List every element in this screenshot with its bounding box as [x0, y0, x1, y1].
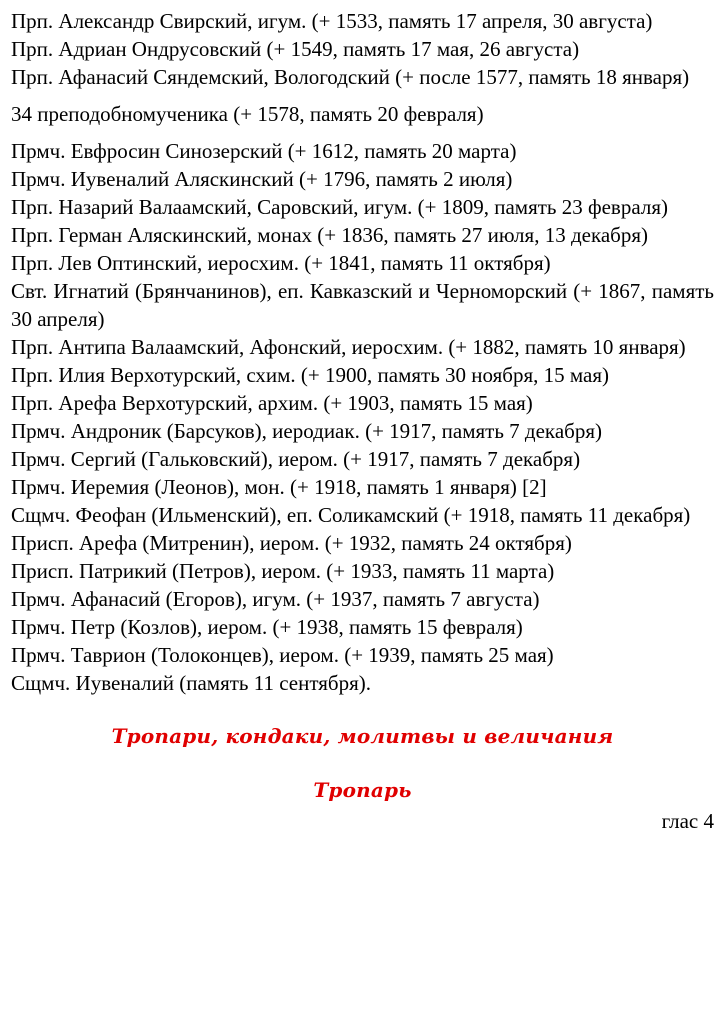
saint-entry: Прп. Антипа Валаамский, Афонский, иеросхим. (+ 1882, память 10 января) — [11, 335, 686, 359]
saint-entry: Прп. Герман Аляскинский, монах (+ 1836, память 27 июля, 13 декабря) — [11, 223, 648, 247]
saint-entry: Прмч. Иувеналий Аляскинский (+ 1796, память 2 июля) — [11, 167, 513, 191]
section-heading: Тропари, кондаки, молитвы и величания — [111, 724, 614, 748]
saint-entry: Прп. Лев Оптинский, иеросхим. (+ 1841, память 11 октября) — [11, 251, 551, 275]
saint-entry: Прмч. Петр (Козлов), иером. (+ 1938, память 15 февраля) — [11, 615, 523, 639]
saint-entry: Прп. Назарий Валаамский, Саровский, игум. (+ 1809, память 23 февраля) — [11, 195, 668, 219]
saint-entry: Прмч. Андроник (Барсуков), иеродиак. (+ 1917, память 7 декабря) — [11, 419, 602, 443]
document-page — [11, 7, 714, 835]
saint-entry: Прп. Адриан Ондрусовский (+ 1549, память 17 мая, 26 августа) — [11, 37, 580, 61]
saint-entry: Свт. Игнатий (Брянчанинов), еп. Кавказский и Черноморский (+ 1867, память 30 апреля) — [11, 279, 714, 331]
saint-entry: Присп. Патрикий (Петров), иером. (+ 1933, память 11 марта) — [11, 559, 555, 583]
saint-entry: Прмч. Иеремия (Леонов), мон. (+ 1918, память 1 января) [2] — [11, 475, 547, 499]
saint-entry: Прмч. Сергий (Гальковский), иером. (+ 1917, память 7 декабря) — [11, 447, 581, 471]
tone-label: глас 4 — [661, 809, 714, 833]
saint-entry: Прмч. Таврион (Толоконцев), иером. (+ 1939, память 25 мая) — [11, 643, 554, 667]
saint-entry: Прмч. Афанасий (Егоров), игум. (+ 1937, память 7 августа) — [11, 587, 540, 611]
saint-entry: 34 преподобномученика (+ 1578, память 20 февраля) — [11, 102, 484, 126]
saint-entry: Прп. Афанасий Сяндемский, Вологодский (+ после 1577, память 18 января) — [11, 65, 690, 89]
saint-entry: Прп. Александр Свирский, игум. (+ 1533, память 17 апреля, 30 августа) — [11, 9, 653, 33]
saint-entry: Присп. Арефа (Митренин), иером. (+ 1932, память 24 октября) — [11, 531, 572, 555]
saint-entry: Сщмч. Иувеналий (память 11 сентября). — [11, 671, 372, 695]
troparion-heading: Тропарь — [313, 778, 412, 802]
saint-entry: Прп. Илия Верхотурский, схим. (+ 1900, память 30 ноября, 15 мая) — [11, 363, 609, 387]
saint-entry: Прмч. Евфросин Синозерский (+ 1612, память 20 марта) — [11, 139, 517, 163]
saint-entry: Сщмч. Феофан (Ильменский), еп. Соликамский (+ 1918, память 11 декабря) — [11, 503, 691, 527]
saint-entry: Прп. Арефа Верхотурский, архим. (+ 1903, память 15 мая) — [11, 391, 533, 415]
